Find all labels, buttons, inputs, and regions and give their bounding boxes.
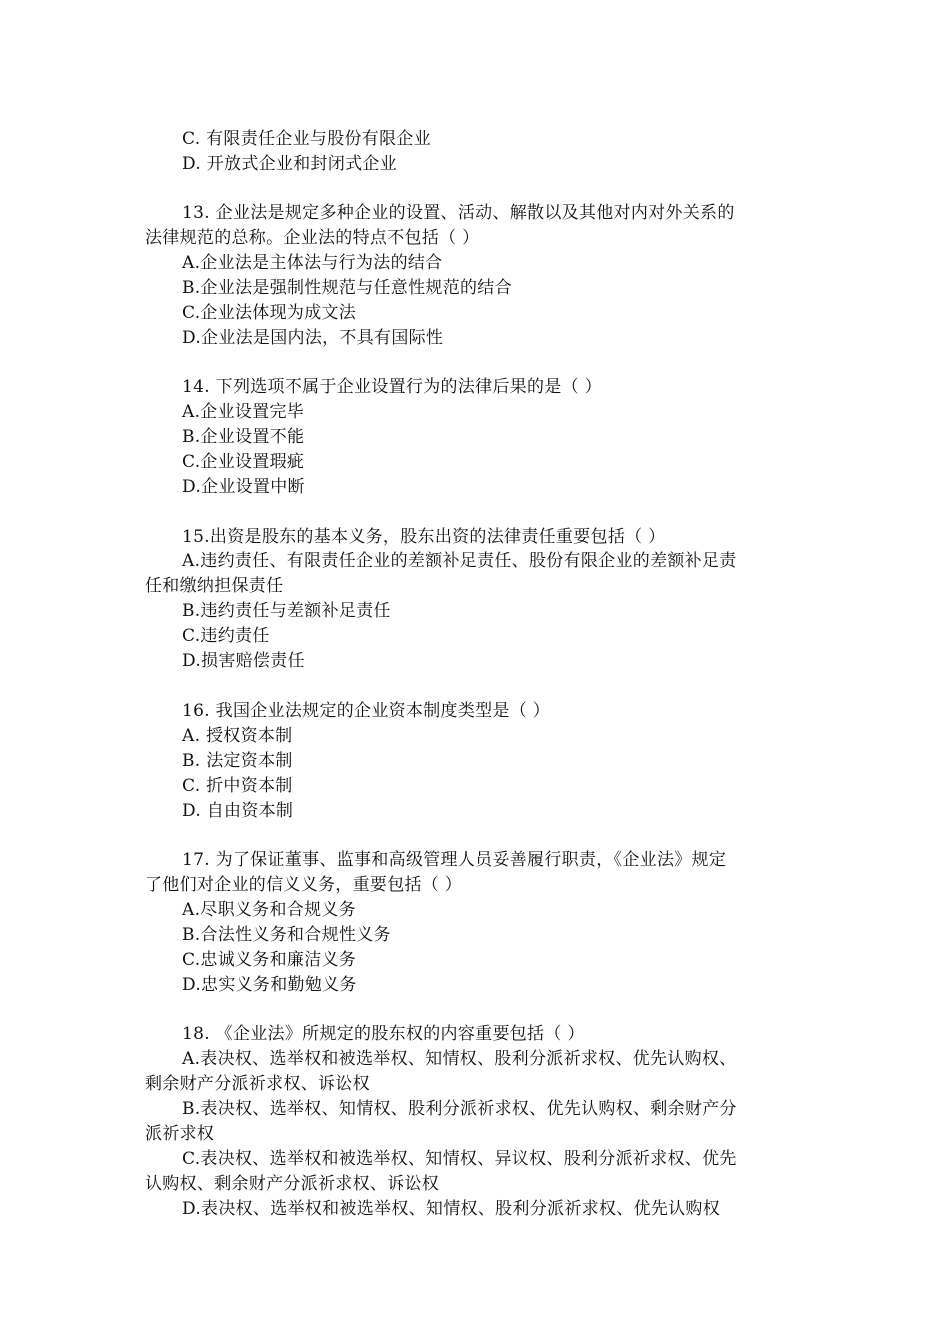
q15-option-d: D.损害赔偿责任 — [182, 651, 305, 671]
q14-stem: 14. 下列选项不属于企业设置行为的法律后果的是（ ） — [182, 377, 602, 397]
q16-option-b: B. 法定资本制 — [182, 751, 293, 771]
q16-option-a: A. 授权资本制 — [182, 726, 293, 746]
q18-option-c-line-2: 认购权、剩余财产分派祈求权、诉讼权 — [145, 1174, 440, 1194]
q14-option-c: C.企业设置瑕疵 — [182, 452, 305, 472]
q16-stem: 16. 我国企业法规定的企业资本制度类型是（ ） — [182, 701, 551, 721]
q14-option-a: A.企业设置完毕 — [182, 402, 305, 422]
q17-option-c: C.忠诚义务和廉洁义务 — [182, 950, 357, 970]
q15-option-c: C.违约责任 — [182, 626, 270, 646]
q14-option-b: B.企业设置不能 — [182, 427, 305, 447]
q17-stem-line-1: 17. 为了保证董事、监事和高级管理人员妥善履行职责，《企业法》规定 — [182, 850, 727, 870]
q13-stem-line-1: 13. 企业法是规定多种企业的设置、活动、解散以及其他对内对外关系的 — [182, 203, 735, 223]
q17-option-a: A.尽职义务和合规义务 — [182, 900, 356, 920]
q18-option-b-line-1: B.表决权、选举权、知情权、股利分派祈求权、优先认购权、剩余财产分 — [182, 1099, 737, 1119]
q13-stem-line-2: 法律规范的总称。企业法的特点不包括（ ） — [145, 228, 480, 248]
q15-option-a-line-2: 任和缴纳担保责任 — [145, 576, 284, 596]
q16-option-d: D. 自由资本制 — [182, 801, 294, 821]
q17-option-b: B.合法性义务和合规性义务 — [182, 925, 391, 945]
q14-option-d: D.企业设置中断 — [182, 477, 305, 497]
q18-option-d: D.表决权、选举权和被选举权、知情权、股利分派祈求权、优先认购权 — [182, 1199, 721, 1219]
q12-option-d: D. 开放式企业和封闭式企业 — [182, 154, 398, 174]
q18-option-a-line-2: 剩余财产分派祈求权、诉讼权 — [145, 1074, 370, 1094]
q18-option-b-line-2: 派祈求权 — [145, 1124, 215, 1144]
q15-stem: 15.出资是股东的基本义务，股东出资的法律责任重要包括（ ） — [182, 527, 666, 547]
q18-option-a-line-1: A.表决权、选举权和被选举权、知情权、股利分派祈求权、优先认购权、 — [182, 1049, 737, 1069]
q17-stem-line-2: 了他们对企业的信义义务，重要包括（ ） — [145, 875, 463, 895]
q13-option-d: D.企业法是国内法，不具有国际性 — [182, 328, 444, 348]
q12-option-c: C. 有限责任企业与股份有限企业 — [182, 129, 432, 149]
q13-option-c: C.企业法体现为成文法 — [182, 303, 357, 323]
q17-option-d: D.忠实义务和勤勉义务 — [182, 975, 357, 995]
q15-option-b: B.违约责任与差额补足责任 — [182, 601, 391, 621]
q15-option-a-line-1: A.违约责任、有限责任企业的差额补足责任、股份有限企业的差额补足责 — [182, 551, 737, 571]
q18-stem: 18. 《企业法》所规定的股东权的内容重要包括（ ） — [182, 1024, 585, 1044]
q13-option-a: A.企业法是主体法与行为法的结合 — [182, 253, 443, 273]
q13-option-b: B.企业法是强制性规范与任意性规范的结合 — [182, 278, 512, 298]
q18-option-c-line-1: C.表决权、选举权和被选举权、知情权、异议权、股利分派祈求权、优先 — [182, 1149, 737, 1169]
q16-option-c: C. 折中资本制 — [182, 776, 293, 796]
